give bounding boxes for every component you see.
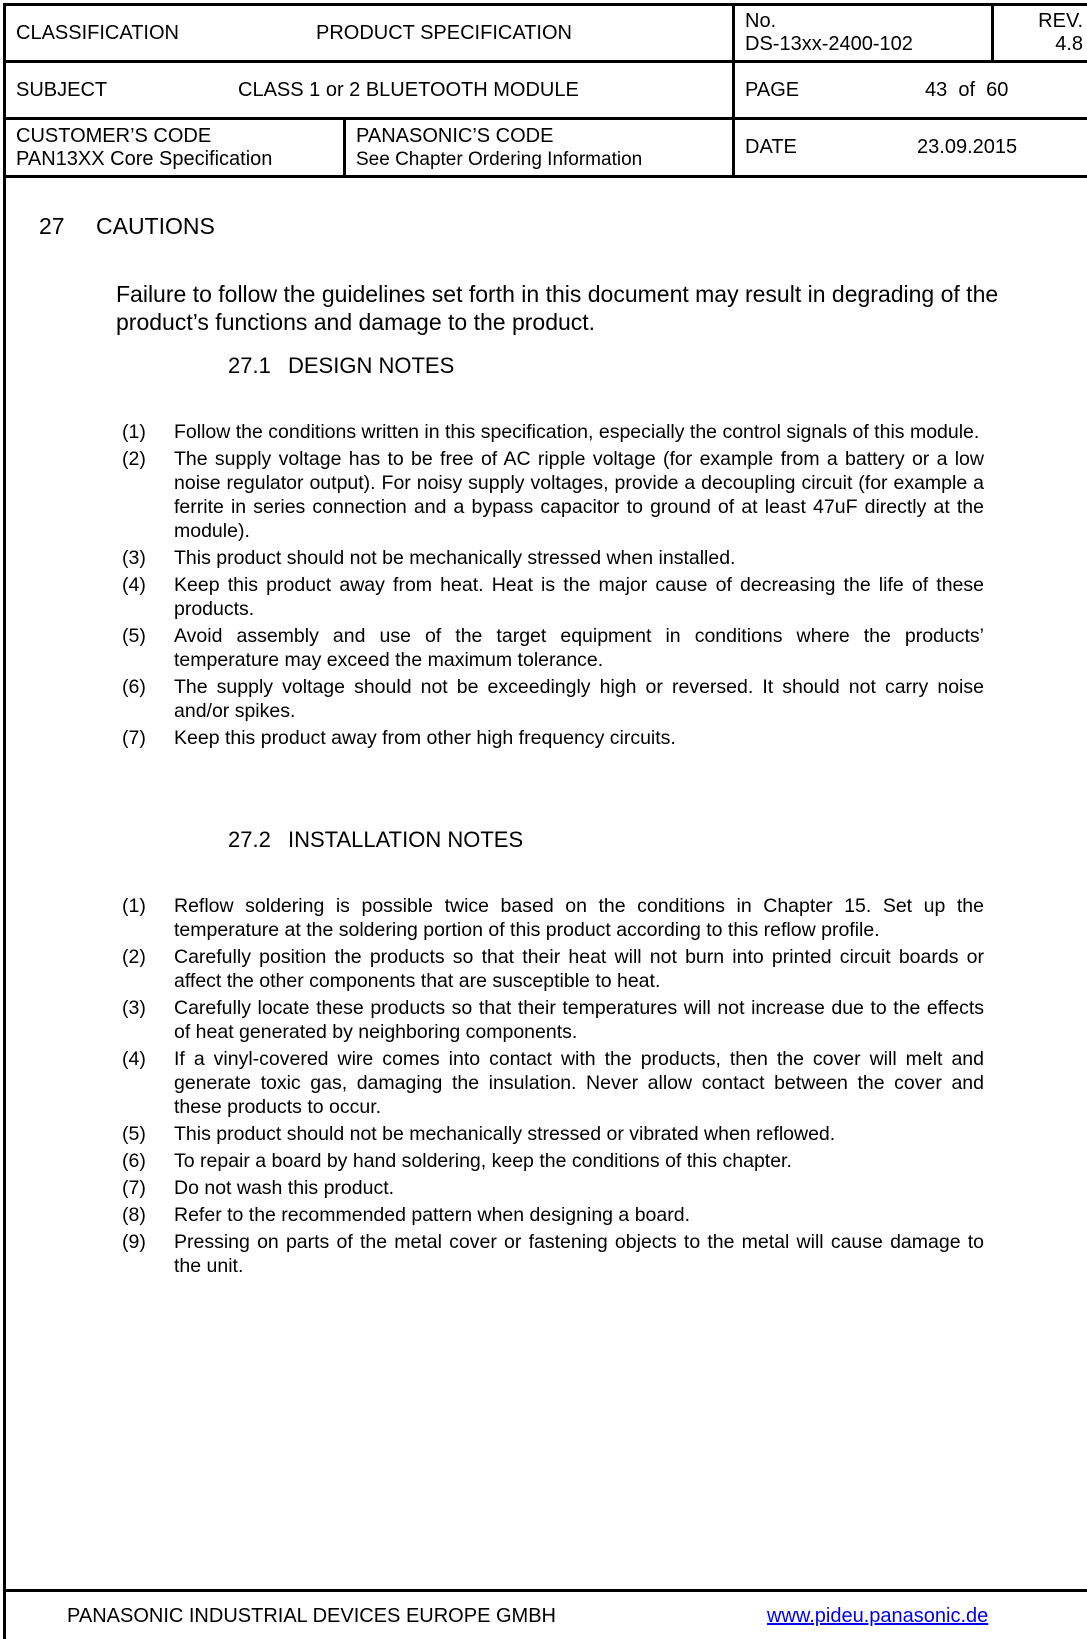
doc-number-label: No.: [745, 10, 777, 32]
footer-website-link[interactable]: www.pideu.panasonic.de: [767, 1605, 989, 1627]
panasonic-code-label: PANASONIC’S CODE: [356, 124, 554, 147]
list-item: (1) Reflow soldering is possible twice based on the conditions in Chapter 15. Set up the temperature at the soldering portion of this product according to this reflow profile.: [122, 895, 984, 941]
doc-number-value: DS-13xx-2400-102: [745, 33, 913, 55]
page-number: 43 of 60: [925, 78, 1009, 101]
customer-code-value: PAN13XX Core Specification: [16, 147, 273, 170]
list-item: (5) Avoid assembly and use of the target equipment in conditions where the products’ temperature may exceed the maximum tolerance.: [122, 625, 984, 671]
doc-number-cell: [734, 5, 993, 62]
installation-notes-list: [122, 894, 984, 1281]
subsection-title: DESIGN NOTES: [288, 353, 455, 378]
list-item: (3) This product should not be mechanically stressed when installed.: [122, 547, 736, 569]
revision-cell: [993, 5, 1087, 62]
list-item: (4) Keep this product away from heat. Heat is the major cause of decreasing the life of these products.: [122, 574, 984, 620]
classification-cell: [5, 5, 734, 62]
list-item: (2) The supply voltage has to be free of AC ripple voltage (for example from a battery or a low noise regulator output). For noisy supply voltages, provide a decoupling circuit (for example a ferrite in series connection and a bypass capacitor to ground of at least 47uF directly at the module).: [122, 448, 984, 542]
list-item: (1) Follow the conditions written in this specification, especially the control signals of this module.: [122, 421, 980, 443]
customer-code-cell: [5, 119, 345, 177]
subsection-number: 27.2: [228, 827, 271, 852]
list-item: (2) Carefully position the products so that their heat will not burn into printed circuit boards or affect the other components that are susceptible to heat.: [122, 946, 984, 992]
list-item: (8) Refer to the recommended pattern when designing a board.: [122, 1204, 690, 1226]
customer-code-label: CUSTOMER’S CODE: [16, 124, 212, 147]
list-item: (3) Carefully locate these products so that their temperatures will not increase due to the effects of heat generated by neighboring components.: [122, 997, 984, 1043]
section-number: 27: [39, 213, 65, 239]
list-item: (7) Do not wash this product.: [122, 1177, 395, 1199]
page-cell: [734, 62, 1087, 119]
date-cell: [734, 119, 1087, 177]
section-title: CAUTIONS: [96, 213, 215, 239]
date-label: DATE: [745, 136, 797, 158]
subsection-title: INSTALLATION NOTES: [288, 827, 524, 852]
list-item: (5) This product should not be mechanically stressed or vibrated when reflowed.: [122, 1123, 836, 1145]
footer-company: PANASONIC INDUSTRIAL DEVICES EUROPE GMBH: [67, 1605, 556, 1627]
subject-cell: [5, 62, 734, 119]
subject-value: CLASS 1 or 2 BLUETOOTH MODULE: [238, 78, 579, 101]
list-item: (9) Pressing on parts of the metal cover or fastening objects to the metal will cause damage to the unit.: [122, 1231, 984, 1277]
subsection-heading-design-notes: [228, 353, 454, 379]
page-label: PAGE: [745, 78, 800, 101]
section-heading: [39, 213, 215, 240]
classification-label: CLASSIFICATION: [16, 21, 179, 44]
page-footer: [3, 1589, 1087, 1639]
section-intro: Failure to follow the guidelines set forth in this document may result in degrading of the product’s functions and damage to the product.: [116, 281, 999, 335]
list-item: (4) If a vinyl-covered wire comes into contact with the products, then the cover will melt and generate toxic gas, damaging the insulation. Never allow contact between the cover and these products to occur.: [122, 1048, 984, 1118]
design-notes-list: [122, 420, 984, 753]
panasonic-code-value: See Chapter Ordering Information: [356, 148, 643, 170]
list-item: (7) Keep this product away from other high frequency circuits.: [122, 727, 676, 749]
document-header-table: [3, 3, 1087, 178]
subsection-heading-installation-notes: [228, 827, 523, 853]
panasonic-code-cell: [345, 119, 734, 177]
list-item: (6) The supply voltage should not be exceedingly high or reversed. It should not carry noise and/or spikes.: [122, 676, 984, 722]
date-value: 23.09.2015: [917, 136, 1018, 158]
subsection-number: 27.1: [228, 353, 271, 378]
classification-value: PRODUCT SPECIFICATION: [316, 21, 572, 44]
revision-value: 4.8: [1055, 33, 1084, 55]
subject-label: SUBJECT: [16, 78, 108, 101]
list-item: (6) To repair a board by hand soldering, keep the conditions of this chapter.: [122, 1150, 792, 1172]
revision-label: REV.: [1038, 10, 1084, 32]
page-frame: [3, 3, 1087, 1639]
